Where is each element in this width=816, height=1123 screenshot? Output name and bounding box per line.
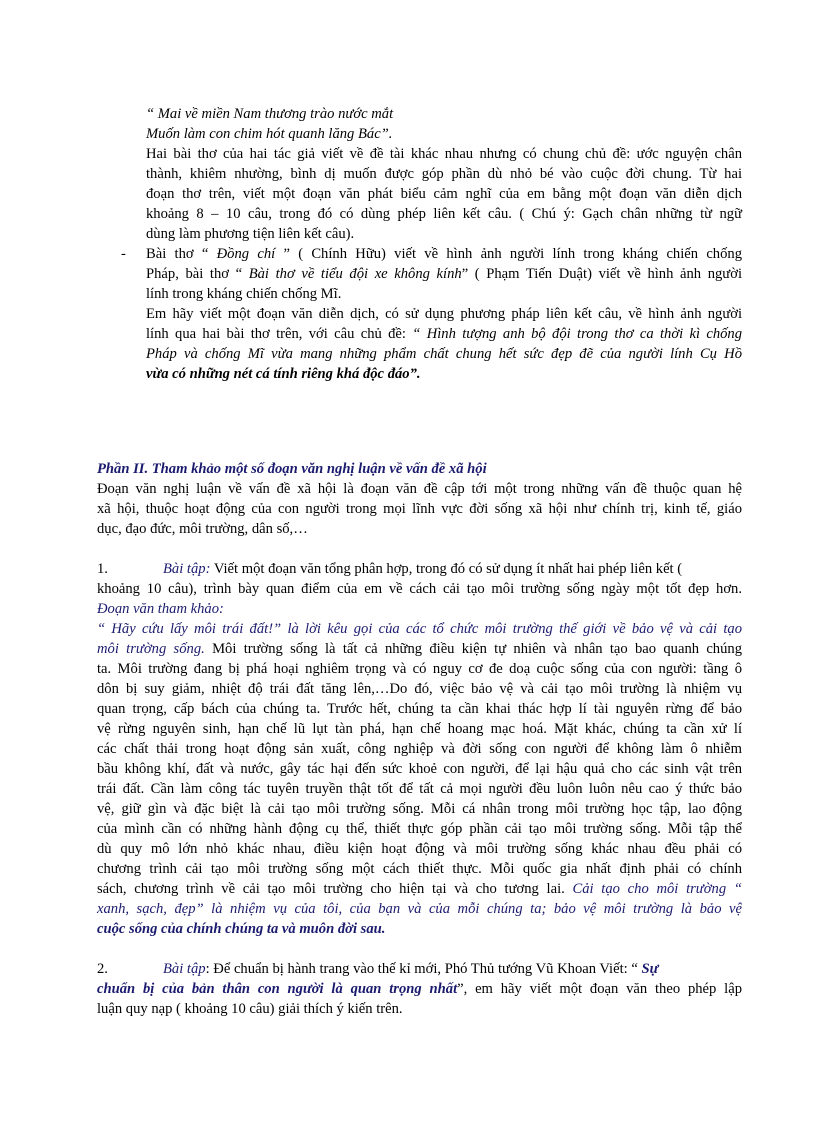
exercise-2-line-1 (97, 959, 742, 979)
task-line-1: Em hãy viết một đoạn văn diễn dịch, có sử dụng phương pháp liên kết câu, về hình ảnh người (146, 306, 742, 322)
reference-line-14-a: sách, chương trình về cải tạo môi trường cho hiện tại và cho tương lai. (97, 881, 573, 897)
reference-line-2 (97, 639, 742, 659)
reference-line-14 (97, 879, 742, 899)
bullet-dash: - (121, 246, 126, 262)
bullet-line-1-b: ” ( Chính Hữu) viết về hình ảnh người lính trong kháng chiến chống (275, 246, 742, 262)
task-line-2-a: lính qua hai bài thơ trên, với câu chủ đề: (146, 326, 413, 342)
poem-line-2 (146, 124, 392, 144)
reference-body-line: vệ, giữ gìn và đặc biệt là cải tạo môi trường sống. Mỗi cá nhân trong môi trường học tập, lao động (97, 801, 742, 817)
exercise-2-prompt: : Để chuẩn bị hành trang vào thế kỉ mới, Phó Thủ tướng Vũ Khoan Viết: “ (205, 961, 642, 977)
exercise-1-prompt: Viết một đoạn văn tổng phân hợp, trong đó có sử dụng ít nhất hai phép liên kết ( (210, 561, 683, 577)
reference-body-line: vệ rừng nguyên sinh, hạn chế lũ lụt tàn phá, hạn chế hoang mạc hoá. Mặt khác, chúng ta cần xử lí (97, 721, 742, 737)
bullet-line-2 (146, 264, 742, 284)
poem-line-2-text: Muốn làm con chim hót quanh lăng Bác”. (146, 126, 393, 142)
part-2-intro-line-1: Đoạn văn nghị luận về vấn đề xã hội là đoạn văn đề cập tới một trong những vấn đề thuộc quan hệ (97, 481, 742, 497)
para-1-line-4: khoảng 8 – 10 câu, trong đó có dùng phép liên kết câu. ( Chú ý: Gạch chân những từ ngữ (146, 206, 742, 222)
reference-line-16: cuộc sống của chính chúng ta và muôn đời sau. (97, 921, 386, 937)
bullet-line-1 (146, 244, 742, 264)
reference-body-line: chương trình cải tạo môi trường sống một cách thiết thực. Mỗi quốc gia nhất định phải có chính (97, 861, 742, 877)
reference-label: Đoạn văn tham khảo: (97, 601, 224, 617)
para-1-line-3: đoạn thơ trên, viết một đoạn văn phát biểu cảm nghĩ của em bằng một đoạn văn diễn dịch (146, 186, 742, 202)
exercise-1-number: 1. (97, 561, 108, 577)
topic-sentence-start: “ Hình tượng anh bộ đội trong thơ ca thời kì chống (412, 326, 743, 342)
reference-line-15: xanh, sạch, đẹp” là nhiệm vụ của tôi, của bạn và của mỗi chúng ta; bảo vệ môi trường là bảo vệ (97, 901, 742, 917)
bullet-line-3: lính trong kháng chiến chống Mĩ. (146, 286, 342, 302)
part-2-heading: Phần II. Tham khảo một số đoạn văn nghị luận về vấn đề xã hội (97, 461, 487, 477)
exercise-2-label: Bài tập (163, 961, 206, 977)
exercise-2-line-3: luận quy nạp ( khoảng 10 câu) giải thích ý kiến trên. (97, 1001, 403, 1017)
reference-line-2-rest: Môi trường sống là tất cả những điều kiện tự nhiên và nhân tạo bao quanh chúng (204, 641, 742, 657)
reference-body-line: của mình cần có những hành động cụ thể, thiết thực góp phần cải tạo môi trường sống. Mỗi tập thể (97, 821, 742, 837)
poem-line-1: “ Mai về miền Nam thương trào nước mắt (146, 106, 394, 122)
poem-title-dong-chi: Đồng chí (216, 246, 276, 262)
reference-conclusion-start: Cải tạo cho môi trường “ (572, 881, 742, 897)
task-line-4: vừa có những nét cá tính riêng khá độc đáo”. (146, 366, 421, 382)
reference-body-line: trái đất. Cần làm công tác tuyên truyền thật tốt để tất cả mọi người đều luôn luôn nêu cao ý thức bảo (97, 781, 742, 797)
exercise-2-line-2 (97, 979, 742, 999)
task-line-3: Pháp và chống Mĩ vừa mang những phẩm chất chung hết sức đẹp đẽ của người lính Cụ Hồ (146, 346, 742, 362)
reference-body-line: ta. Môi trường đang bị phá hoại nghiêm trọng và có nguy cơ đe doạ cuộc sống của con người: tầng ô (97, 661, 742, 677)
reference-body-line: dôn bị suy giảm, nhiệt độ trái đất tăng lên,…Do đó, việc bảo vệ và cải tạo môi trường là nhiệm vụ (97, 681, 742, 697)
reference-body-line: các chất thải trong hoạt động sản xuất, công nghiệp và đời sống con người để không làm ô nhiễm (97, 741, 742, 757)
quote-text: chuẩn bị của bản thân con người là quan trọng nhất (97, 981, 458, 997)
para-1-line-5: dùng làm phương tiện liên kết câu). (146, 226, 355, 242)
exercise-1-line-1 (97, 559, 742, 579)
bullet-line-2-b: ” ( Phạm Tiến Duật) viết về hình ảnh người (461, 266, 742, 282)
bullet-line-1-a: Bài thơ “ (146, 246, 217, 262)
task-line-2 (146, 324, 742, 344)
bullet-line-2-a: Pháp, bài thơ “ (146, 266, 249, 282)
exercise-1-line-2: khoảng 10 câu), trình bày quan điểm của em về cách cải tạo môi trường sống ngày một tốt đẹp hơn. (97, 581, 742, 597)
exercise-2-line-2-rest: ”, em hãy viết một đoạn văn theo phép lập (457, 981, 742, 997)
reference-line-2-italic: môi trường sống. (97, 641, 205, 657)
para-1-line-2: thành, khiêm nhường, bình dị muốn được góp phần dù nhỏ bé vào cuộc đời chung. Từ hai (146, 166, 742, 182)
exercise-2-number: 2. (97, 961, 108, 977)
poem-title-tieu-doi-xe: Bài thơ về tiểu đội xe không kính (248, 266, 462, 282)
reference-body-line: dù quy mô lớn nhỏ khác nhau, điều kiện hoạt động và môi trường sống khác nhau đều phải có (97, 841, 742, 857)
para-1-line-1: Hai bài thơ của hai tác giả viết về đề tài khác nhau nhưng có chung chủ đề: ước nguyện chân (146, 146, 742, 162)
reference-body-line: bầu không khí, đất và nước, gây tác hại đến sức khoẻ con người, để lại hậu quả cho các sinh vật trên (97, 761, 742, 777)
reference-body-line: quan trọng, cấp bách của chúng ta. Trước hết, chúng ta cần khai thác hợp lí tài nguyên rừng để bảo (97, 701, 742, 717)
part-2-intro-line-3: dục, đạo đức, môi trường, dân số,… (97, 521, 308, 537)
quote-start: Sự (641, 961, 659, 977)
part-2-intro-line-2: xã hội, thuộc hoạt động của con người trong mọi lĩnh vực đời sống xã hội như chính trị, kinh tế, giáo (97, 501, 742, 517)
reference-line-1: “ Hãy cứu lấy môi trái đất!” là lời kêu gọi của các tổ chức môi trường thế giới về bảo vệ và cải tạo (97, 621, 742, 637)
exercise-1-label: Bài tập: (163, 561, 211, 577)
